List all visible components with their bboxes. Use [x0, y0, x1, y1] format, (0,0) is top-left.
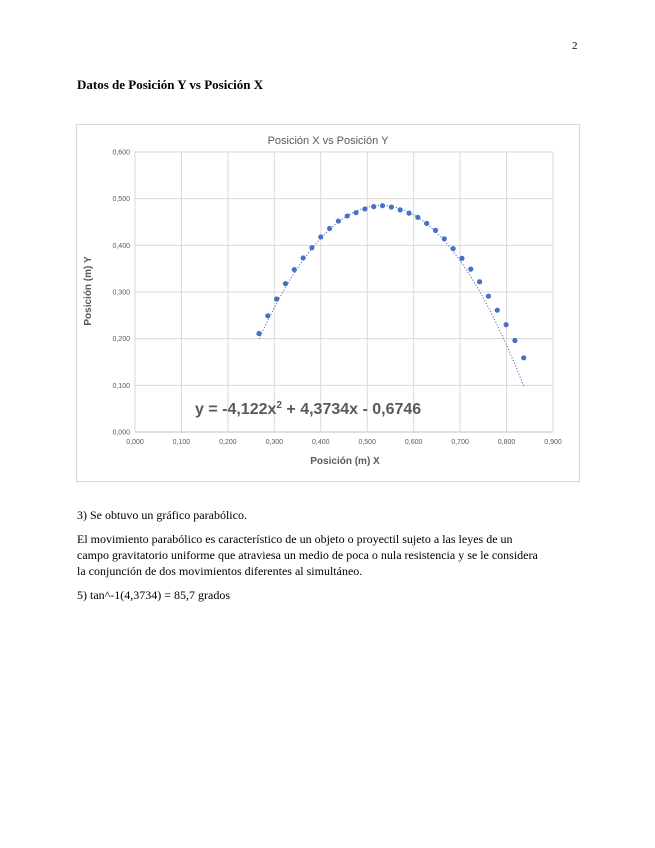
- data-point: [451, 246, 456, 251]
- data-point: [309, 245, 314, 250]
- answer-5: 5) tan^-1(4,3734) = 85,7 grados: [77, 588, 231, 602]
- data-point: [336, 218, 341, 223]
- paragraph-line-1: El movimiento parabólico es característico de un objeto o proyectil sujeto a las leyes de un: [77, 532, 513, 546]
- data-point: [318, 234, 323, 239]
- data-point: [468, 267, 473, 272]
- chart-title: Posición X vs Posición Y: [267, 135, 389, 147]
- x-tick-label: 0,200: [219, 439, 237, 446]
- data-point: [442, 236, 447, 241]
- data-point: [301, 255, 306, 260]
- data-point: [433, 228, 438, 233]
- x-tick-label: 0,600: [404, 439, 423, 446]
- y-tick-label: 0,500: [112, 196, 130, 204]
- y-axis-label: Posición (m) Y: [83, 256, 94, 326]
- x-tick-label: 0,700: [451, 439, 469, 446]
- chart-container: [76, 124, 580, 482]
- data-point: [512, 338, 517, 343]
- data-point: [486, 294, 491, 299]
- data-point: [362, 206, 367, 211]
- data-point: [292, 267, 297, 272]
- data-point: [415, 215, 420, 220]
- data-point: [424, 221, 429, 226]
- y-tick-label: 0,000: [112, 429, 130, 437]
- scatter-chart: [77, 125, 579, 481]
- equation-prefix: y = -4,122x: [195, 401, 277, 418]
- data-point: [459, 256, 464, 261]
- answer-4-paragraph: [77, 531, 577, 579]
- y-axis-ticks: [112, 150, 130, 437]
- paragraph-line-2: campo gravitatorio uniforme que atraviesa un medio de poca o nula resistencia y se le considera: [77, 548, 538, 562]
- data-point: [406, 211, 411, 216]
- data-point: [380, 203, 385, 208]
- x-tick-label: 0,400: [312, 439, 330, 446]
- y-tick-label: 0,400: [112, 242, 130, 250]
- equation-exponent: 2: [276, 400, 282, 411]
- data-point: [265, 313, 270, 318]
- x-tick-label: 0,900: [544, 439, 562, 446]
- gridlines: [135, 152, 553, 432]
- y-tick-label: 0,100: [112, 382, 130, 390]
- data-point: [345, 213, 350, 218]
- y-tick-label: 0,200: [112, 336, 130, 344]
- data-point: [503, 322, 508, 327]
- data-point: [398, 207, 403, 212]
- data-point: [495, 308, 500, 313]
- y-tick-label: 0,600: [112, 149, 130, 157]
- data-point: [389, 204, 394, 209]
- equation-suffix: + 4,3734x - 0,6746: [281, 401, 422, 418]
- x-tick-label: 0,300: [265, 439, 284, 446]
- y-tick-label: 0,300: [112, 289, 130, 297]
- data-point: [256, 331, 261, 336]
- data-point: [371, 204, 376, 209]
- data-point: [477, 279, 482, 284]
- data-point: [521, 355, 526, 360]
- x-tick-label: 0,000: [126, 439, 144, 446]
- page-number: 2: [572, 40, 578, 52]
- x-axis-ticks: [126, 439, 562, 446]
- x-axis-label: Posición (m) X: [310, 456, 380, 467]
- x-tick-label: 0,500: [358, 439, 376, 446]
- answer-3: 3) Se obtuvo un gráfico parabólico.: [77, 508, 247, 522]
- trendline: [259, 205, 524, 386]
- data-point: [353, 210, 358, 215]
- data-point: [274, 296, 279, 301]
- paragraph-line-3: la conjunción de dos movimientos diferentes al simultáneo.: [77, 564, 363, 578]
- data-point: [283, 281, 288, 286]
- data-point: [327, 226, 332, 231]
- trendline-equation: [195, 400, 421, 418]
- data-points: [256, 203, 526, 360]
- x-tick-label: 0,100: [172, 439, 191, 446]
- x-tick-label: 0,800: [497, 439, 516, 446]
- section-heading: Datos de Posición Y vs Posición X: [77, 77, 264, 92]
